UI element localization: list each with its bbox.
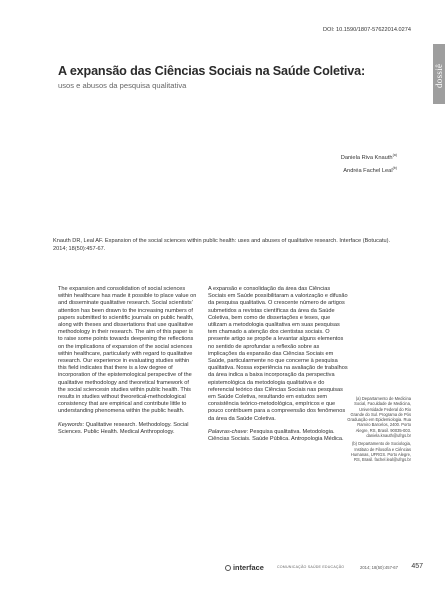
author: Andréa Fachel Leal$^{(b)}$ [343, 165, 397, 174]
page-number: 457 [411, 563, 423, 570]
section-label: dossiê [434, 63, 444, 89]
logo-mark-icon [225, 565, 231, 571]
author-affiliations [345, 396, 411, 466]
abstract-english [58, 286, 198, 436]
citation: Knauth DR, Leal AF. Expansion of the social sciences within public health: uses and abuses of qualitative research. Interface (Botucatu). 2014; 18(50):457-67. [53, 238, 391, 253]
keywords: Keywords: Qualitative research. Methodology. Social Sciences. Public Health. Medical Anthropology. [58, 421, 189, 435]
affiliation-note: (a) Departamento de Medicina Social, Faculdade de Medicina, Universidade Federal do Rio Grande do Sul. Programa de Pós Graduação em Epidemiologia. Rua Ramiro Barcelos, 2400. Porto Alegre, RS, Brasil. 90035-003. daniela.knauth@ufrgs.br [347, 396, 411, 439]
page-footer [0, 560, 445, 574]
journal-tagline: COMUNICAÇÃO SAÚDE EDUCAÇÃO [277, 565, 345, 569]
article-title: A expansão das Ciências Sociais na Saúde Coletiva: [58, 64, 365, 78]
keywords: Palavras-chave: Pesquisa qualitativa. Metodologia. Ciências Sociais. Saúde Pública. Antropologia Médica. [208, 428, 344, 443]
abstract-portuguese [208, 286, 348, 443]
issue-reference: 2014; 18(50):457-67 [360, 565, 398, 570]
abstract-text: A expansão e consolidação da área das Ciências Sociais em Saúde possibilitaram a valorização e difusão da pesquisa qualitativa. O crescente número de artigos submetidos a revistas científicas da área da Saúde Coletiva, bem como de dissertações e teses, que utilizam a metodologia qualitativa em suas pesquisas tem chamado a atenção dos cientistas sociais. O presente artigo se propõe a levantar alguns elementos no sentido de aprofundar a reflexão sobre as implicações da expansão das Ciências Sociais em Saúde, particularmente no que concerne à pesquisa qualitativa. Nossa experiência na avaliação de trabalhos da área indica a baixa incorporação da perspectiva epistemológica da metodologia qualitativa e do referencial teórico das Ciências Sociais nas pesquisas em Saúde Coletiva, resultando em estudos sem consistência teórico-metodológica, empíricos e que pouco contribuem para a compreensão dos fenômenos da área da Saúde Coletiva. [208, 286, 348, 422]
article-subtitle: usos e abusos da pesquisa qualitativa [58, 81, 187, 90]
author: Daniela Riva Knauth$^{(a)}$ [340, 153, 397, 161]
abstract-text: The expansion and consolidation of social sciences within healthcare has made it possible to place value on and disseminate qualitative research. Social scientists' attention has been drawn to the increasing numbers of papers submitted to scientific journals on public health, along with theses and dissertations that use qualitative methodology in their research. The aim of this paper is to raise some points towards deepening the reflections on the implications of expansion of the social sciences within healthcare, particularly with regard to qualitative research. Our experience in evaluating studies within this field indicates that there is a low degree of incorporation of the epistemological perspective of the qualitative methodology and theoretical framework of the social sciencesin studies within public health. This results in studies without theoretical-methodological consistency that are empirical and contribute little to understanding phenomena within the public health. [58, 286, 197, 415]
doi[interactable]: DOI: 10.1590/1807-57622014.0274 [322, 27, 411, 33]
affiliation-note: (b) Departamento de Sociologia, Instituto de Filosofia e Ciências Humanas, UFRGS. Porto Alegre, RS, Brasil. fachel.leal@ufrgs.br [350, 441, 411, 463]
journal-logo: interface [225, 563, 264, 572]
author-list [341, 150, 397, 176]
